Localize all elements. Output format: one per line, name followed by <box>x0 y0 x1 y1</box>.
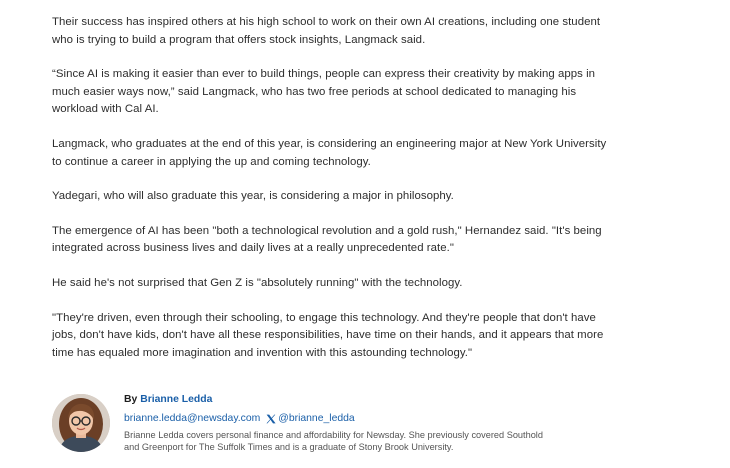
article-paragraph: Langmack, who graduates at the end of this year, is considering an engineering major at New York University to continue a career in applying the up and coming technology. <box>52 137 607 168</box>
author-contact <box>124 411 644 427</box>
byline-details <box>124 392 644 454</box>
article-paragraph: Yadegari, who will also graduate this year, is considering a major in philosophy. <box>52 190 454 203</box>
author-x-handle: @brianne_ledda <box>278 413 355 424</box>
article-paragraph: The emergence of AI has been "both a technological revolution and a gold rush," Hernandez said. "It's being integrated across business lives and daily lives at a really unprecedented rate." <box>52 224 602 255</box>
byline-prefix: By <box>124 394 138 405</box>
article-paragraph: "They're driven, even through their schooling, to engage this technology. And they're people that don't have jobs, don't have kids, don't have all these responsibilities, have time on their hands, and it appears that more time has equaled more imagination and invention with this astounding technology." <box>52 311 604 359</box>
article-body <box>52 14 612 379</box>
author-bio: Brianne Ledda covers personal finance and affordability for Newsday. She previously covered Southold and Greenport for The Suffolk Times and is a graduate of Stony Brook University. <box>124 430 543 453</box>
byline-heading <box>124 392 644 408</box>
article-paragraph: “Since AI is making it easier than ever to build things, people can express their creativity by making apps in much easier ways now,” said Langmack, who has two free periods at school dedicated to managing his workload with Cal AI. <box>52 68 596 116</box>
article-paragraph: Their success has inspired others at his high school to work on their own AI creations, including one student who is trying to build a program that offers stock insights, Langmack said. <box>52 16 601 46</box>
author-email-link[interactable]: brianne.ledda@newsday.com <box>124 413 261 424</box>
author-name-link[interactable]: Brianne Ledda <box>140 394 213 405</box>
author-avatar[interactable] <box>52 394 110 452</box>
article-paragraph: He said he's not surprised that Gen Z is "absolutely running" with the technology. <box>52 276 463 289</box>
author-byline <box>52 392 652 462</box>
x-logo-icon <box>266 414 276 424</box>
author-x-link[interactable] <box>266 411 354 427</box>
